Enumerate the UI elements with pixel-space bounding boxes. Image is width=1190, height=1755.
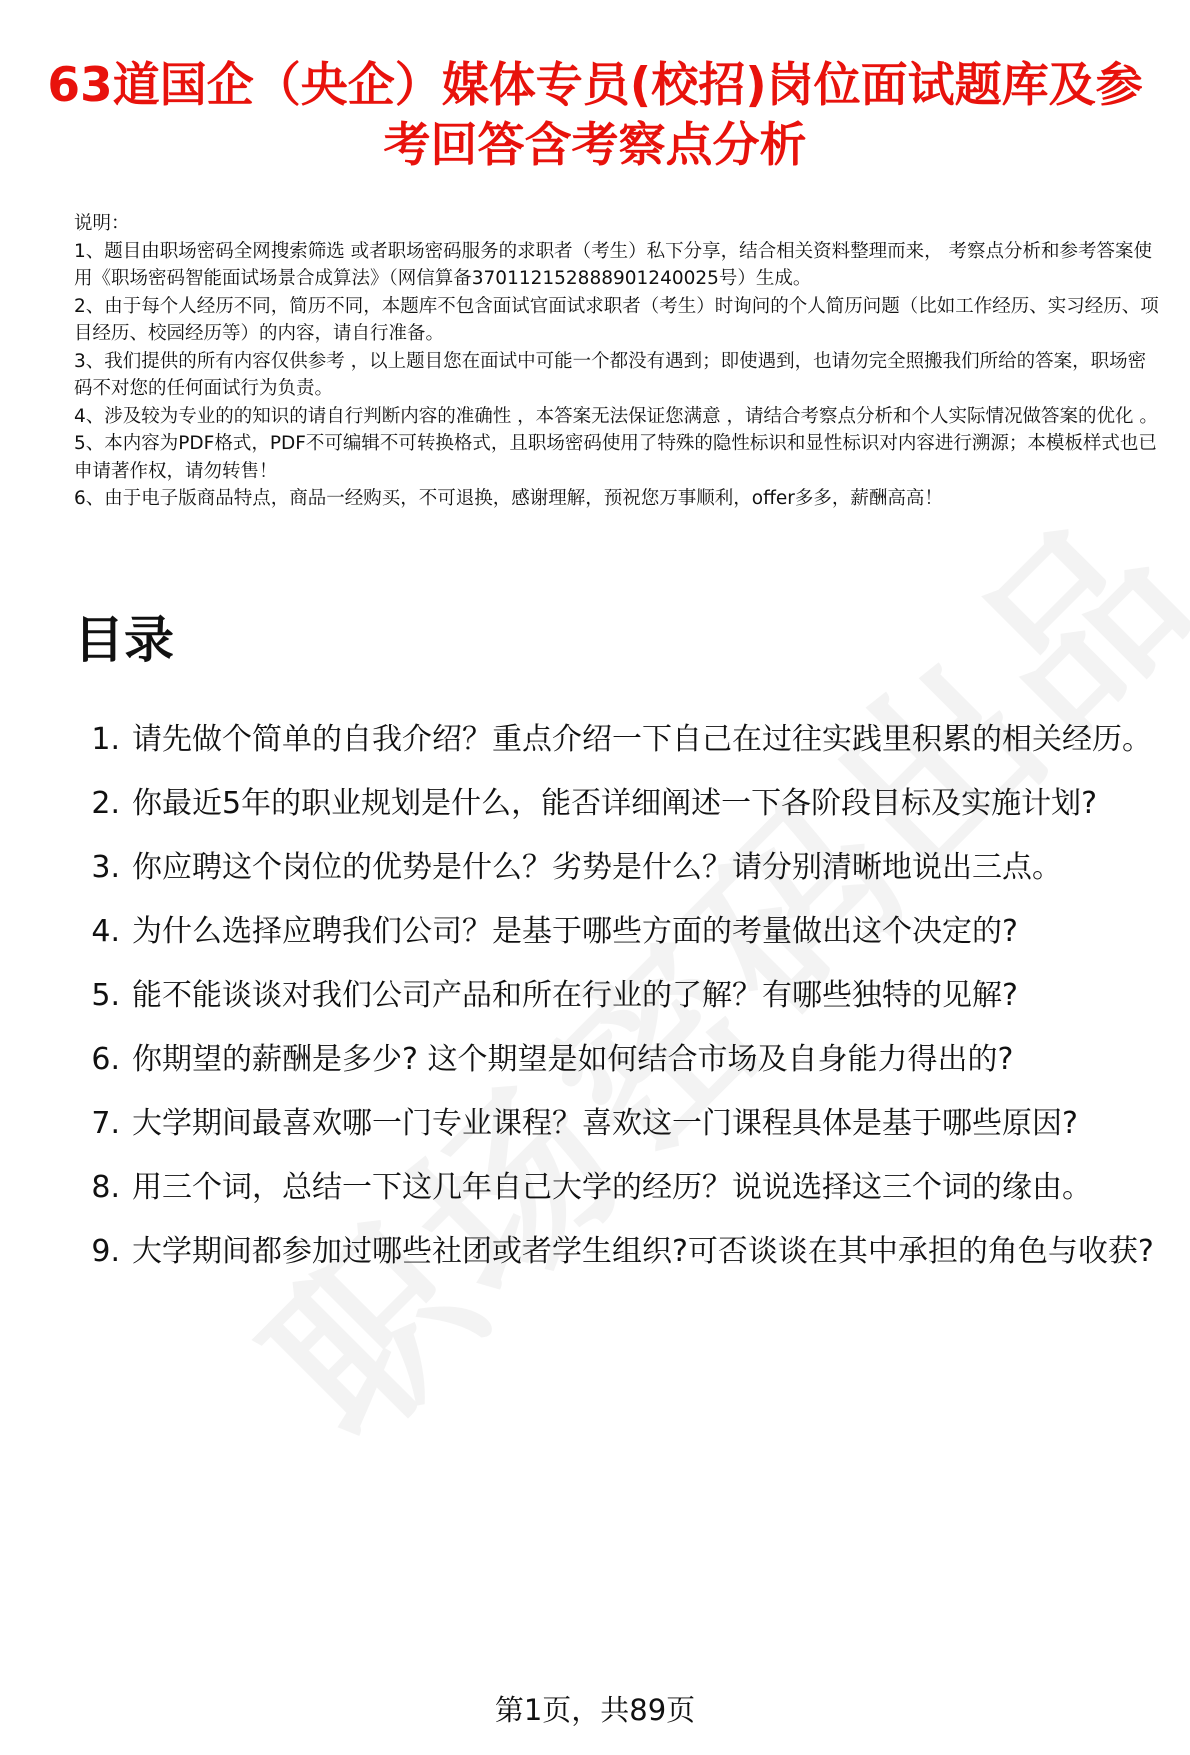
note-item: 3、我们提供的所有内容仅供参考 ，以上题目您在面试中可能一个都没有遇到；即使遇到，也请勿完全照搬我们所给的答案，职场密码不对您的任何面试行为负责。	[74, 350, 1147, 399]
toc-item-number: 5.	[91, 978, 120, 1013]
toc-item[interactable]	[74, 718, 1164, 762]
toc-item[interactable]	[74, 782, 1164, 826]
toc-item-text: 你应聘这个岗位的优势是什么？劣势是什么？请分别清晰地说出三点。	[132, 850, 1062, 885]
toc-item-text: 你最近5年的职业规划是什么，能否详细阐述一下各阶段目标及实施计划?	[132, 786, 1098, 821]
toc-item-text: 为什么选择应聘我们公司？是基于哪些方面的考量做出这个决定的?	[132, 914, 1018, 949]
toc-item-text: 用三个词，总结一下这几年自己大学的经历？说说选择这三个词的缘由。	[132, 1170, 1092, 1205]
toc-item-text: 你期望的薪酬是多少? 这个期望是如何结合市场及自身能力得出的?	[132, 1042, 1014, 1077]
page-title: 63道国企（央企）媒体专员(校招)岗位面试题库及参考回答含考察点分析	[47, 58, 1143, 173]
toc-heading: 目录	[74, 611, 174, 669]
toc-item[interactable]	[74, 1166, 1164, 1210]
note-item: 6、由于电子版商品特点，商品一经购买，不可退换，感谢理解，预祝您万事顺利，offer多多，薪酬高高！	[74, 488, 943, 509]
toc-item-number: 7.	[91, 1106, 120, 1141]
toc-item[interactable]	[74, 1102, 1164, 1146]
page-footer: 第1页，共89页	[494, 1693, 696, 1727]
toc-item-number: 8.	[91, 1170, 120, 1205]
toc-item[interactable]	[74, 974, 1164, 1018]
toc-item-number: 3.	[91, 850, 120, 885]
notes-section	[74, 210, 1164, 513]
note-item: 2、由于每个人经历不同，简历不同，本题库不包含面试官面试求职者（考生）时询问的个人简历问题（比如工作经历、实习经历、项目经历、校园经历等）的内容，请自行准备。	[74, 295, 1159, 344]
toc-item-number: 4.	[91, 914, 120, 949]
toc-list	[74, 718, 1164, 1294]
toc-item[interactable]	[74, 1038, 1164, 1082]
toc-item-number: 1.	[91, 722, 120, 757]
toc-item-text: 能不能谈谈对我们公司产品和所在行业的了解？有哪些独特的见解?	[132, 978, 1018, 1013]
toc-item-text: 大学期间最喜欢哪一门专业课程？喜欢这一门课程具体是基于哪些原因?	[132, 1106, 1078, 1141]
toc-item-text: 请先做个简单的自我介绍？重点介绍一下自己在过往实践里积累的相关经历。	[132, 722, 1152, 757]
note-item: 4、涉及较为专业的的知识的请自行判断内容的准确性 ，本答案无法保证您满意 ，请结合考察点分析和个人实际情况做答案的优化 。	[74, 405, 1158, 427]
toc-item-number: 9.	[91, 1234, 120, 1269]
note-item: 1、题目由职场密码全网搜索筛选 或者职场密码服务的求职者（考生）私下分享，结合相关资料整理而来， 考察点分析和参考答案使用《职场密码智能面试场景合成算法》（网信算备370112152888901240025号）生成。	[74, 240, 1153, 289]
toc-item-number: 6.	[91, 1042, 120, 1077]
toc-item[interactable]	[74, 1230, 1164, 1274]
toc-item[interactable]	[74, 846, 1164, 890]
note-item: 5、本内容为PDF格式，PDF不可编辑不可转换格式，且职场密码使用了特殊的隐性标识和显性标识对内容进行溯源；本模板样式也已申请著作权，请勿转售！	[74, 433, 1157, 482]
toc-item-text: 大学期间都参加过哪些社团或者学生组织?可否谈谈在其中承担的角色与收获?	[132, 1234, 1154, 1269]
notes-heading: 说明：	[74, 213, 130, 234]
toc-item[interactable]	[74, 910, 1164, 954]
toc-item-number: 2.	[91, 786, 120, 821]
